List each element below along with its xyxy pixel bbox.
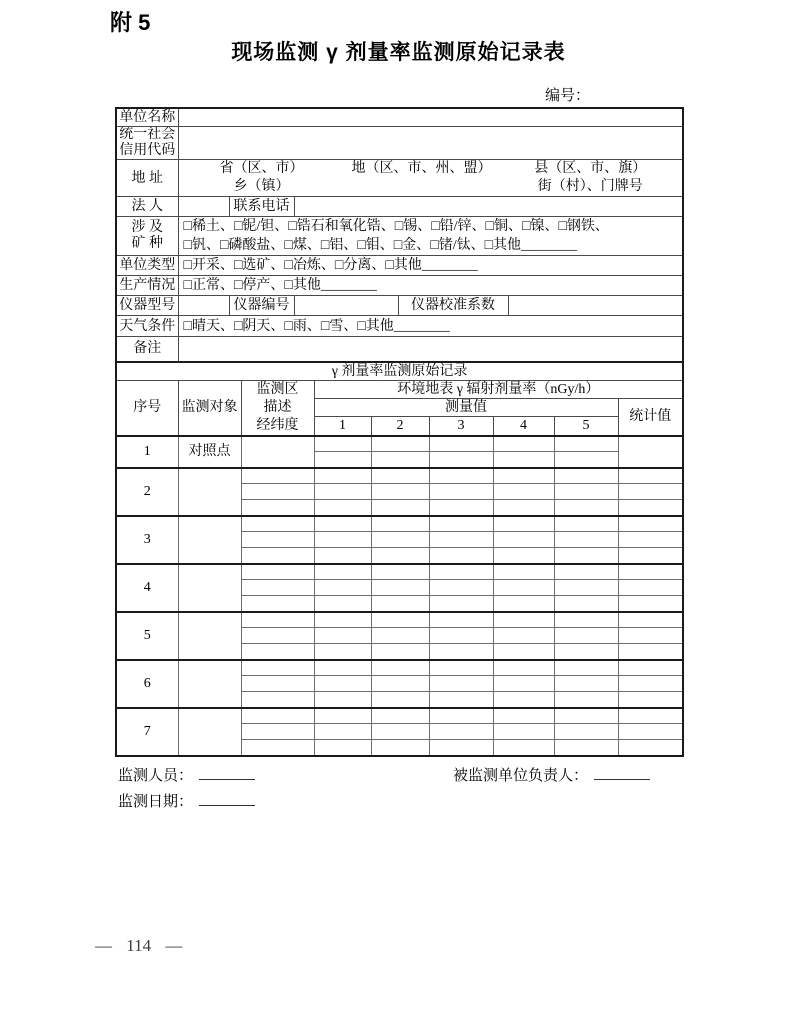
measure-cell bbox=[371, 740, 429, 756]
monitor-table-body bbox=[116, 436, 683, 756]
address-label: 地 址 bbox=[116, 160, 178, 197]
object-cell bbox=[178, 612, 241, 660]
measure-cell bbox=[314, 692, 371, 708]
credit-code-row bbox=[116, 127, 683, 160]
measure-cell bbox=[554, 724, 618, 740]
measure-cell bbox=[493, 596, 554, 612]
address-value-cell bbox=[178, 160, 683, 197]
measure-cell bbox=[493, 612, 554, 628]
area-cell bbox=[241, 500, 314, 516]
measure-header: 测量值 bbox=[314, 398, 618, 417]
measure-cell bbox=[429, 468, 493, 484]
measure-cell bbox=[493, 548, 554, 564]
measure-cell bbox=[493, 708, 554, 724]
contact-phone-value-cell bbox=[294, 197, 683, 217]
weather-label: 天气条件 bbox=[116, 316, 178, 337]
measure-cell bbox=[429, 436, 493, 452]
contact-phone-label: 联系电话 bbox=[229, 197, 294, 217]
measure-cell bbox=[554, 596, 618, 612]
measure-cell bbox=[314, 708, 371, 724]
credit-code-value-cell bbox=[178, 127, 683, 160]
measure-cell bbox=[493, 484, 554, 500]
measure-cell bbox=[429, 532, 493, 548]
date-blank-line bbox=[199, 793, 255, 806]
production-label: 生产情况 bbox=[116, 276, 178, 296]
measure-cell bbox=[371, 692, 429, 708]
measure-cell bbox=[554, 740, 618, 756]
measure-cell bbox=[371, 452, 429, 468]
object-cell bbox=[178, 516, 241, 564]
measure-cell bbox=[493, 564, 554, 580]
area-cell bbox=[241, 516, 314, 532]
measure-cell bbox=[314, 500, 371, 516]
date-label: 监测日期： bbox=[118, 794, 194, 810]
stat-cell bbox=[618, 596, 683, 612]
measure-cell bbox=[493, 724, 554, 740]
measure-cell bbox=[314, 484, 371, 500]
unit-name-label: 单位名称 bbox=[116, 108, 178, 127]
seq-cell: 4 bbox=[116, 564, 178, 612]
measure-cell bbox=[429, 724, 493, 740]
measure-cell bbox=[493, 580, 554, 596]
measure-cell bbox=[554, 564, 618, 580]
area-cell bbox=[241, 676, 314, 692]
measure-cell bbox=[371, 708, 429, 724]
measure-cell bbox=[429, 596, 493, 612]
measure-cell bbox=[371, 724, 429, 740]
measure-cell bbox=[371, 436, 429, 452]
measure-cell bbox=[371, 660, 429, 676]
measure-cell bbox=[429, 708, 493, 724]
calibration-factor-value-cell bbox=[508, 296, 683, 316]
measure-cell bbox=[371, 612, 429, 628]
measure-cell bbox=[314, 436, 371, 452]
measure-cell bbox=[314, 468, 371, 484]
date-line bbox=[118, 790, 255, 811]
measure-cell bbox=[314, 532, 371, 548]
weather-options-cell: □晴天、□阴天、□雨、□雪、□其他________ bbox=[178, 316, 683, 337]
area-cell bbox=[241, 596, 314, 612]
measure-cell bbox=[493, 516, 554, 532]
legal-person-label: 法 人 bbox=[116, 197, 178, 217]
area-cell bbox=[241, 628, 314, 644]
measure-cell bbox=[371, 500, 429, 516]
record-subrow bbox=[116, 660, 683, 676]
legal-person-row bbox=[116, 197, 683, 217]
remark-value-cell bbox=[178, 337, 683, 362]
unit-type-label: 单位类型 bbox=[116, 256, 178, 276]
area-cell bbox=[241, 740, 314, 756]
measure-cell bbox=[429, 644, 493, 660]
measure-cell bbox=[429, 484, 493, 500]
stat-cell bbox=[618, 484, 683, 500]
stat-cell bbox=[618, 708, 683, 724]
credit-code-label: 统一社会 信用代码 bbox=[116, 127, 178, 160]
dose-rate-header: 环境地表 γ 辐射剂量率（nGy/h） bbox=[314, 380, 683, 398]
area-cell bbox=[241, 692, 314, 708]
legal-person-value-cell bbox=[178, 197, 229, 217]
seq-cell: 2 bbox=[116, 468, 178, 516]
measure-cell bbox=[493, 500, 554, 516]
stat-cell bbox=[618, 468, 683, 484]
stat-cell bbox=[618, 548, 683, 564]
address-prefecture-block: 地（区、市、州、盟） bbox=[351, 161, 492, 176]
measure-cell bbox=[314, 580, 371, 596]
stat-cell bbox=[618, 676, 683, 692]
page-title: 现场监测 γ 剂量率监测原始记录表 bbox=[231, 41, 566, 64]
measure-cell bbox=[554, 436, 618, 452]
seq-cell: 5 bbox=[116, 612, 178, 660]
measure-cell bbox=[371, 564, 429, 580]
measure-cell bbox=[493, 628, 554, 644]
surveyor-label: 监测人员： bbox=[118, 768, 194, 784]
measure-cell bbox=[493, 644, 554, 660]
measure-cell bbox=[429, 564, 493, 580]
minerals-options-line1: □稀土、□铌/钽、□锆石和氧化锆、□锡、□铅/锌、□铜、□镍、□钢铁、 bbox=[183, 219, 609, 234]
stat-cell bbox=[618, 564, 683, 580]
measure-cell bbox=[429, 676, 493, 692]
measure-cell bbox=[493, 676, 554, 692]
object-cell bbox=[178, 468, 241, 516]
stat-cell bbox=[618, 580, 683, 596]
stat-cell bbox=[618, 612, 683, 628]
measure-cell bbox=[371, 548, 429, 564]
measure-cell bbox=[429, 628, 493, 644]
remark-row bbox=[116, 337, 683, 362]
measure-cell bbox=[554, 484, 618, 500]
surveyor-line bbox=[118, 764, 255, 785]
measure-cell bbox=[429, 548, 493, 564]
measure-cell bbox=[429, 692, 493, 708]
stat-cell bbox=[618, 516, 683, 532]
form-tables bbox=[115, 107, 682, 757]
object-header: 监测对象 bbox=[178, 380, 241, 436]
monitor-header-row-1 bbox=[116, 380, 683, 398]
production-row bbox=[116, 276, 683, 296]
measure-col-3: 3 bbox=[429, 417, 493, 436]
measure-cell bbox=[493, 660, 554, 676]
measure-cell bbox=[554, 500, 618, 516]
unit-type-row bbox=[116, 256, 683, 276]
measure-cell bbox=[429, 580, 493, 596]
measure-cell bbox=[554, 676, 618, 692]
page-number: — 114 — bbox=[95, 936, 183, 955]
monitor-table bbox=[115, 361, 684, 757]
measure-cell bbox=[371, 484, 429, 500]
measure-cell bbox=[429, 452, 493, 468]
stat-cell bbox=[618, 724, 683, 740]
measure-cell bbox=[429, 660, 493, 676]
stat-cell bbox=[618, 500, 683, 516]
section-title-row bbox=[116, 362, 683, 381]
record-subrow bbox=[116, 516, 683, 532]
record-subrow bbox=[116, 564, 683, 580]
area-cell bbox=[241, 708, 314, 724]
measure-col-2: 2 bbox=[371, 417, 429, 436]
info-table bbox=[115, 107, 684, 363]
measure-cell bbox=[314, 740, 371, 756]
area-cell bbox=[241, 612, 314, 628]
measure-cell bbox=[314, 724, 371, 740]
address-row bbox=[116, 160, 683, 197]
instrument-row bbox=[116, 296, 683, 316]
measure-cell bbox=[314, 596, 371, 612]
object-cell: 对照点 bbox=[178, 436, 241, 468]
weather-row bbox=[116, 316, 683, 337]
seq-header: 序号 bbox=[116, 380, 178, 436]
measure-cell bbox=[554, 692, 618, 708]
measure-cell bbox=[371, 596, 429, 612]
area-cell bbox=[241, 484, 314, 500]
object-cell bbox=[178, 660, 241, 708]
area-cell bbox=[241, 644, 314, 660]
measure-cell bbox=[314, 452, 371, 468]
measure-cell bbox=[554, 548, 618, 564]
measure-cell bbox=[554, 644, 618, 660]
stat-cell bbox=[618, 660, 683, 676]
seq-cell: 6 bbox=[116, 660, 178, 708]
instrument-model-value-cell bbox=[178, 296, 229, 316]
measure-cell bbox=[371, 532, 429, 548]
measure-cell bbox=[493, 436, 554, 452]
measure-cell bbox=[554, 660, 618, 676]
section-title: γ 剂量率监测原始记录 bbox=[116, 362, 683, 381]
object-cell bbox=[178, 564, 241, 612]
measure-cell bbox=[554, 516, 618, 532]
unit-name-value-cell bbox=[178, 108, 683, 127]
production-options-cell: □正常、□停产、□其他________ bbox=[178, 276, 683, 296]
measure-cell bbox=[314, 564, 371, 580]
area-header: 监测区 描述 经纬度 bbox=[241, 380, 314, 436]
measure-cell bbox=[314, 644, 371, 660]
remark-label: 备注 bbox=[116, 337, 178, 362]
stat-cell bbox=[618, 628, 683, 644]
measure-cell bbox=[493, 692, 554, 708]
seq-cell: 3 bbox=[116, 516, 178, 564]
measure-cell bbox=[314, 516, 371, 532]
measure-cell bbox=[429, 500, 493, 516]
record-subrow bbox=[116, 708, 683, 724]
area-cell bbox=[241, 436, 314, 468]
record-subrow bbox=[116, 436, 683, 452]
serial-number-label: 编号： bbox=[545, 88, 591, 104]
unit-head-blank-line bbox=[594, 767, 650, 780]
measure-col-5: 5 bbox=[554, 417, 618, 436]
area-cell bbox=[241, 580, 314, 596]
measure-cell bbox=[314, 548, 371, 564]
stat-cell bbox=[618, 692, 683, 708]
minerals-label: 涉 及 矿 种 bbox=[116, 217, 178, 256]
area-cell bbox=[241, 724, 314, 740]
area-cell bbox=[241, 660, 314, 676]
measure-cell bbox=[314, 676, 371, 692]
seq-cell: 1 bbox=[116, 436, 178, 468]
measure-cell bbox=[554, 612, 618, 628]
stat-cell bbox=[618, 740, 683, 756]
minerals-options-line2: □钒、□磷酸盐、□煤、□铝、□钼、□金、□锗/钛、□其他________ bbox=[183, 238, 578, 253]
measure-cell bbox=[429, 612, 493, 628]
measure-cell bbox=[493, 452, 554, 468]
record-subrow bbox=[116, 468, 683, 484]
unit-head-label: 被监测单位负责人： bbox=[453, 768, 589, 784]
measure-cell bbox=[371, 628, 429, 644]
unit-head-line bbox=[453, 764, 650, 785]
calibration-factor-label: 仪器校准系数 bbox=[398, 296, 508, 316]
measure-cell bbox=[371, 468, 429, 484]
measure-cell bbox=[554, 580, 618, 596]
instrument-number-label: 仪器编号 bbox=[229, 296, 294, 316]
seq-cell: 7 bbox=[116, 708, 178, 756]
measure-col-4: 4 bbox=[493, 417, 554, 436]
measure-cell bbox=[493, 468, 554, 484]
address-province-block: 省（区、市） 乡（镇） bbox=[219, 161, 304, 194]
record-subrow bbox=[116, 612, 683, 628]
unit-type-options-cell: □开采、□选矿、□冶炼、□分离、□其他________ bbox=[178, 256, 683, 276]
stat-cell bbox=[618, 644, 683, 660]
stat-header: 统计值 bbox=[618, 398, 683, 436]
measure-cell bbox=[371, 644, 429, 660]
area-cell bbox=[241, 548, 314, 564]
measure-cell bbox=[554, 628, 618, 644]
measure-cell bbox=[371, 676, 429, 692]
area-cell bbox=[241, 532, 314, 548]
object-cell bbox=[178, 708, 241, 756]
minerals-row bbox=[116, 217, 683, 256]
address-layout bbox=[182, 160, 680, 196]
stat-cell bbox=[618, 532, 683, 548]
area-cell bbox=[241, 468, 314, 484]
surveyor-blank-line bbox=[199, 767, 255, 780]
measure-col-1: 1 bbox=[314, 417, 371, 436]
measure-cell bbox=[493, 532, 554, 548]
measure-cell bbox=[493, 740, 554, 756]
measure-cell bbox=[554, 452, 618, 468]
minerals-options-cell bbox=[178, 217, 683, 256]
attachment-label: 附 5 bbox=[110, 10, 151, 35]
instrument-number-value-cell bbox=[294, 296, 398, 316]
area-cell bbox=[241, 564, 314, 580]
measure-cell bbox=[314, 660, 371, 676]
measure-cell bbox=[554, 468, 618, 484]
measure-cell bbox=[314, 628, 371, 644]
measure-cell bbox=[554, 532, 618, 548]
measure-cell bbox=[371, 580, 429, 596]
measure-cell bbox=[554, 708, 618, 724]
unit-name-row bbox=[116, 108, 683, 127]
stat-cell bbox=[618, 436, 683, 468]
measure-cell bbox=[314, 612, 371, 628]
instrument-model-label: 仪器型号 bbox=[116, 296, 178, 316]
measure-cell bbox=[429, 740, 493, 756]
measure-cell bbox=[371, 516, 429, 532]
address-county-block: 县（区、市、旗） 街（村）、门牌号 bbox=[534, 161, 647, 194]
measure-cell bbox=[429, 516, 493, 532]
